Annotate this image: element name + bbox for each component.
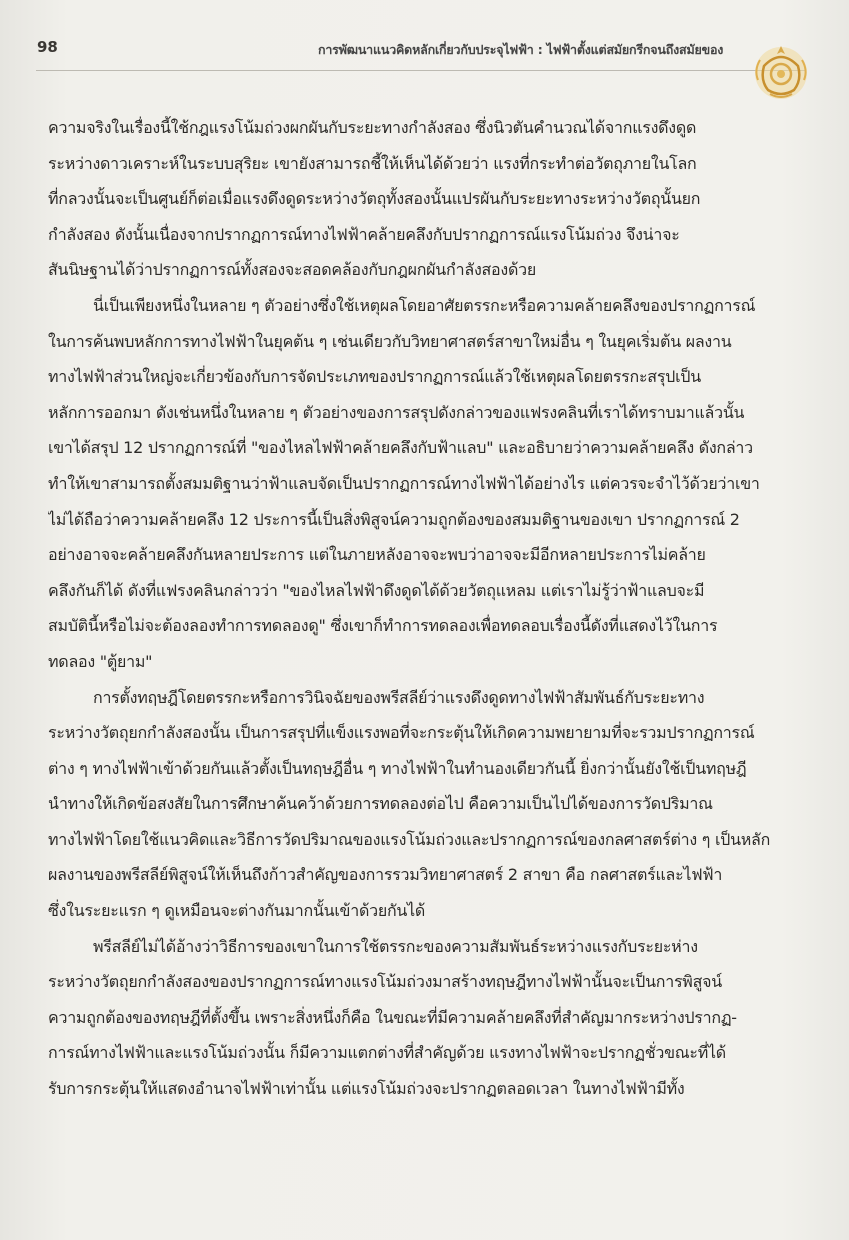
text-line: ความถูกต้องของทฤษฎีที่ตั้งขึ้น เพราะสิ่งหนึ่งก็คือ ในขณะที่มีความคล้ายคลึงที่สำคัญมากระหว่างปรากฏ-: [48, 1007, 737, 1027]
text-line: ทำให้เขาสามารถตั้งสมมติฐานว่าฟ้าแลบจัดเป็นปรากฏการณ์ทางไฟฟ้าได้อย่างไร แต่ควรจะจำไว้ด้วยว่าเขา: [48, 473, 760, 493]
text-line: ทดลอง "ตู้ยาม": [48, 651, 153, 671]
text-line: นี่เป็นเพียงหนึ่งในหลาย ๆ ตัวอย่างซึ่งใช้เหตุผลโดยอาศัยตรรกะหรือความคล้ายคลึงของปรากฏการณ์: [93, 295, 756, 315]
text-line: ต่าง ๆ ทางไฟฟ้าเข้าด้วยกันแล้วตั้งเป็นทฤษฎีอื่น ๆ ทางไฟฟ้าในทำนองเดียวกันนี้ ยิ่งกว่านั้นยังใช้เป็นทฤษฎี: [48, 758, 747, 778]
text-line: ที่กลวงนั้นจะเป็นศูนย์ก็ต่อเมื่อแรงดึงดูดระหว่างวัตถุทั้งสองนั้นแปรผันกับระยะทางระหว่างวัตถุนั้นยก: [48, 189, 701, 209]
body-text: [48, 110, 793, 1107]
text-line: เขาได้สรุป 12 ปรากฏการณ์ที่ "ของไหลไฟฟ้าคล้ายคลึงกับฟ้าแลบ" และอธิบายว่าความคล้ายคลึง ดังกล่าว: [48, 438, 753, 458]
header-divider: [36, 70, 806, 71]
text-line: พรีสลีย์ไม่ได้อ้างว่าวิธีการของเขาในการใช้ตรรกะของความสัมพันธ์ระหว่างแรงกับระยะห่าง: [93, 936, 698, 956]
text-line: การณ์ทางไฟฟ้าและแรงโน้มถ่วงนั้น ก็มีความแตกต่างที่สำคัญด้วย แรงทางไฟฟ้าจะปรากฏชั่วขณะที่ได้: [48, 1043, 726, 1063]
text-line: การตั้งทฤษฎีโดยตรรกะหรือการวินิจฉัยของพรีสลีย์ว่าแรงดึงดูดทางไฟฟ้าสัมพันธ์กับระยะทาง: [93, 687, 705, 707]
text-line: คลึงกันก็ได้ ดังที่แฟรงคลินกล่าวว่า "ของไหลไฟฟ้าดึงดูดได้ด้วยวัตถุแหลม แต่เราไม่รู้ว่าฟ้าแลบจะมี: [48, 580, 705, 600]
text-line: ระหว่างดาวเคราะห์ในระบบสุริยะ เขายังสามารถชี้ให้เห็นได้ด้วยว่า แรงที่กระทำต่อวัตถุภายในโลก: [48, 153, 697, 173]
text-line: สันนิษฐานได้ว่าปรากฏการณ์ทั้งสองจะสอดคล้องกับกฎผกผันกำลังสองด้วย: [48, 260, 536, 280]
text-line: อย่างอาจจะคล้ายคลึงกันหลายประการ แต่ในภายหลังอาจจะพบว่าอาจจะมีอีกหลายประการไม่คล้าย: [48, 545, 706, 565]
text-line: ระหว่างวัตถุยกกำลังสองนั้น เป็นการสรุปที่แข็งแรงพอที่จะกระตุ้นให้เกิดความพยายามที่จะรวมปรากฏการณ์: [48, 723, 755, 743]
royal-seal-logo-icon: [750, 40, 812, 102]
text-line: ไม่ได้ถือว่าความคล้ายคลึง 12 ประการนี้เป็นสิ่งพิสูจน์ความถูกต้องของสมมติฐานของเขา ปรากฏการณ์ 2: [48, 509, 740, 529]
text-line: หลักการออกมา ดังเช่นหนึ่งในหลาย ๆ ตัวอย่างของการสรุปดังกล่าวของแฟรงคลินที่เราได้ทราบมาแล้วนั้น: [48, 402, 745, 422]
running-header: การพัฒนาแนวคิดหลักเกี่ยวกับประจุไฟฟ้า : ไฟฟ้าตั้งแต่สมัยกรีกจนถึงสมัยของ: [318, 42, 724, 57]
text-line: รับการกระตุ้นให้แสดงอำนาจไฟฟ้าเท่านั้น แต่แรงโน้มถ่วงจะปรากฏตลอดเวลา ในทางไฟฟ้ามีทั้ง: [48, 1079, 685, 1099]
text-line: สมบัตินี้หรือไม่จะต้องลองทำการทดลองดู" ซึ่งเขาก็ทำการทดลองเพื่อทดลอบเรื่องนี้ดังที่แสดงไว้ในการ: [48, 616, 718, 636]
text-line: กำลังสอง ดังนั้นเนื่องจากปรากฏการณ์ทางไฟฟ้าคล้ายคลึงกับปรากฏการณ์แรงโน้มถ่วง จึงน่าจะ: [48, 224, 680, 244]
page-number: 98: [37, 38, 58, 56]
text-line: ทางไฟฟ้าโดยใช้แนวคิดและวิธีการวัดปริมาณของแรงโน้มถ่วงและปรากฏการณ์ของกลศาสตร์ต่าง ๆ เป็นหลัก: [48, 829, 771, 849]
text-line: ระหว่างวัตถุยกกำลังสองของปรากฏการณ์ทางแรงโน้มถ่วงมาสร้างทฤษฎีทางไฟฟ้านั้นจะเป็นการพิสูจน์: [48, 972, 722, 992]
text-line: ทางไฟฟ้าส่วนใหญ่จะเกี่ยวข้องกับการจัดประเภทของปรากฏการณ์แล้วใช้เหตุผลโดยตรรกะสรุปเป็น: [48, 367, 701, 387]
text-line: ผลงานของพรีสลีย์พิสูจน์ให้เห็นถึงก้าวสำคัญของการรวมวิทยาศาสตร์ 2 สาขา คือ กลศาสตร์และไฟฟ้า: [48, 865, 723, 885]
text-line: ความจริงในเรื่องนี้ใช้กฎแรงโน้มถ่วงผกผันกับระยะทางกำลังสอง ซึ่งนิวตันคำนวณได้จากแรงดึงดูด: [48, 118, 697, 137]
text-line: ในการค้นพบหลักการทางไฟฟ้าในยุคต้น ๆ เช่นเดียวกับวิทยาศาสตร์สาขาใหม่อื่น ๆ ในยุคเริ่มต้น ผลงาน: [48, 331, 732, 351]
text-line: นำทางให้เกิดข้อสงสัยในการศึกษาค้นคว้าด้วยการทดลองต่อไป คือความเป็นไปได้ของการวัดปริมาณ: [48, 794, 713, 814]
text-line: ซึ่งในระยะแรก ๆ ดูเหมือนจะต่างกันมากนั้นเข้าด้วยกันได้: [48, 901, 426, 921]
